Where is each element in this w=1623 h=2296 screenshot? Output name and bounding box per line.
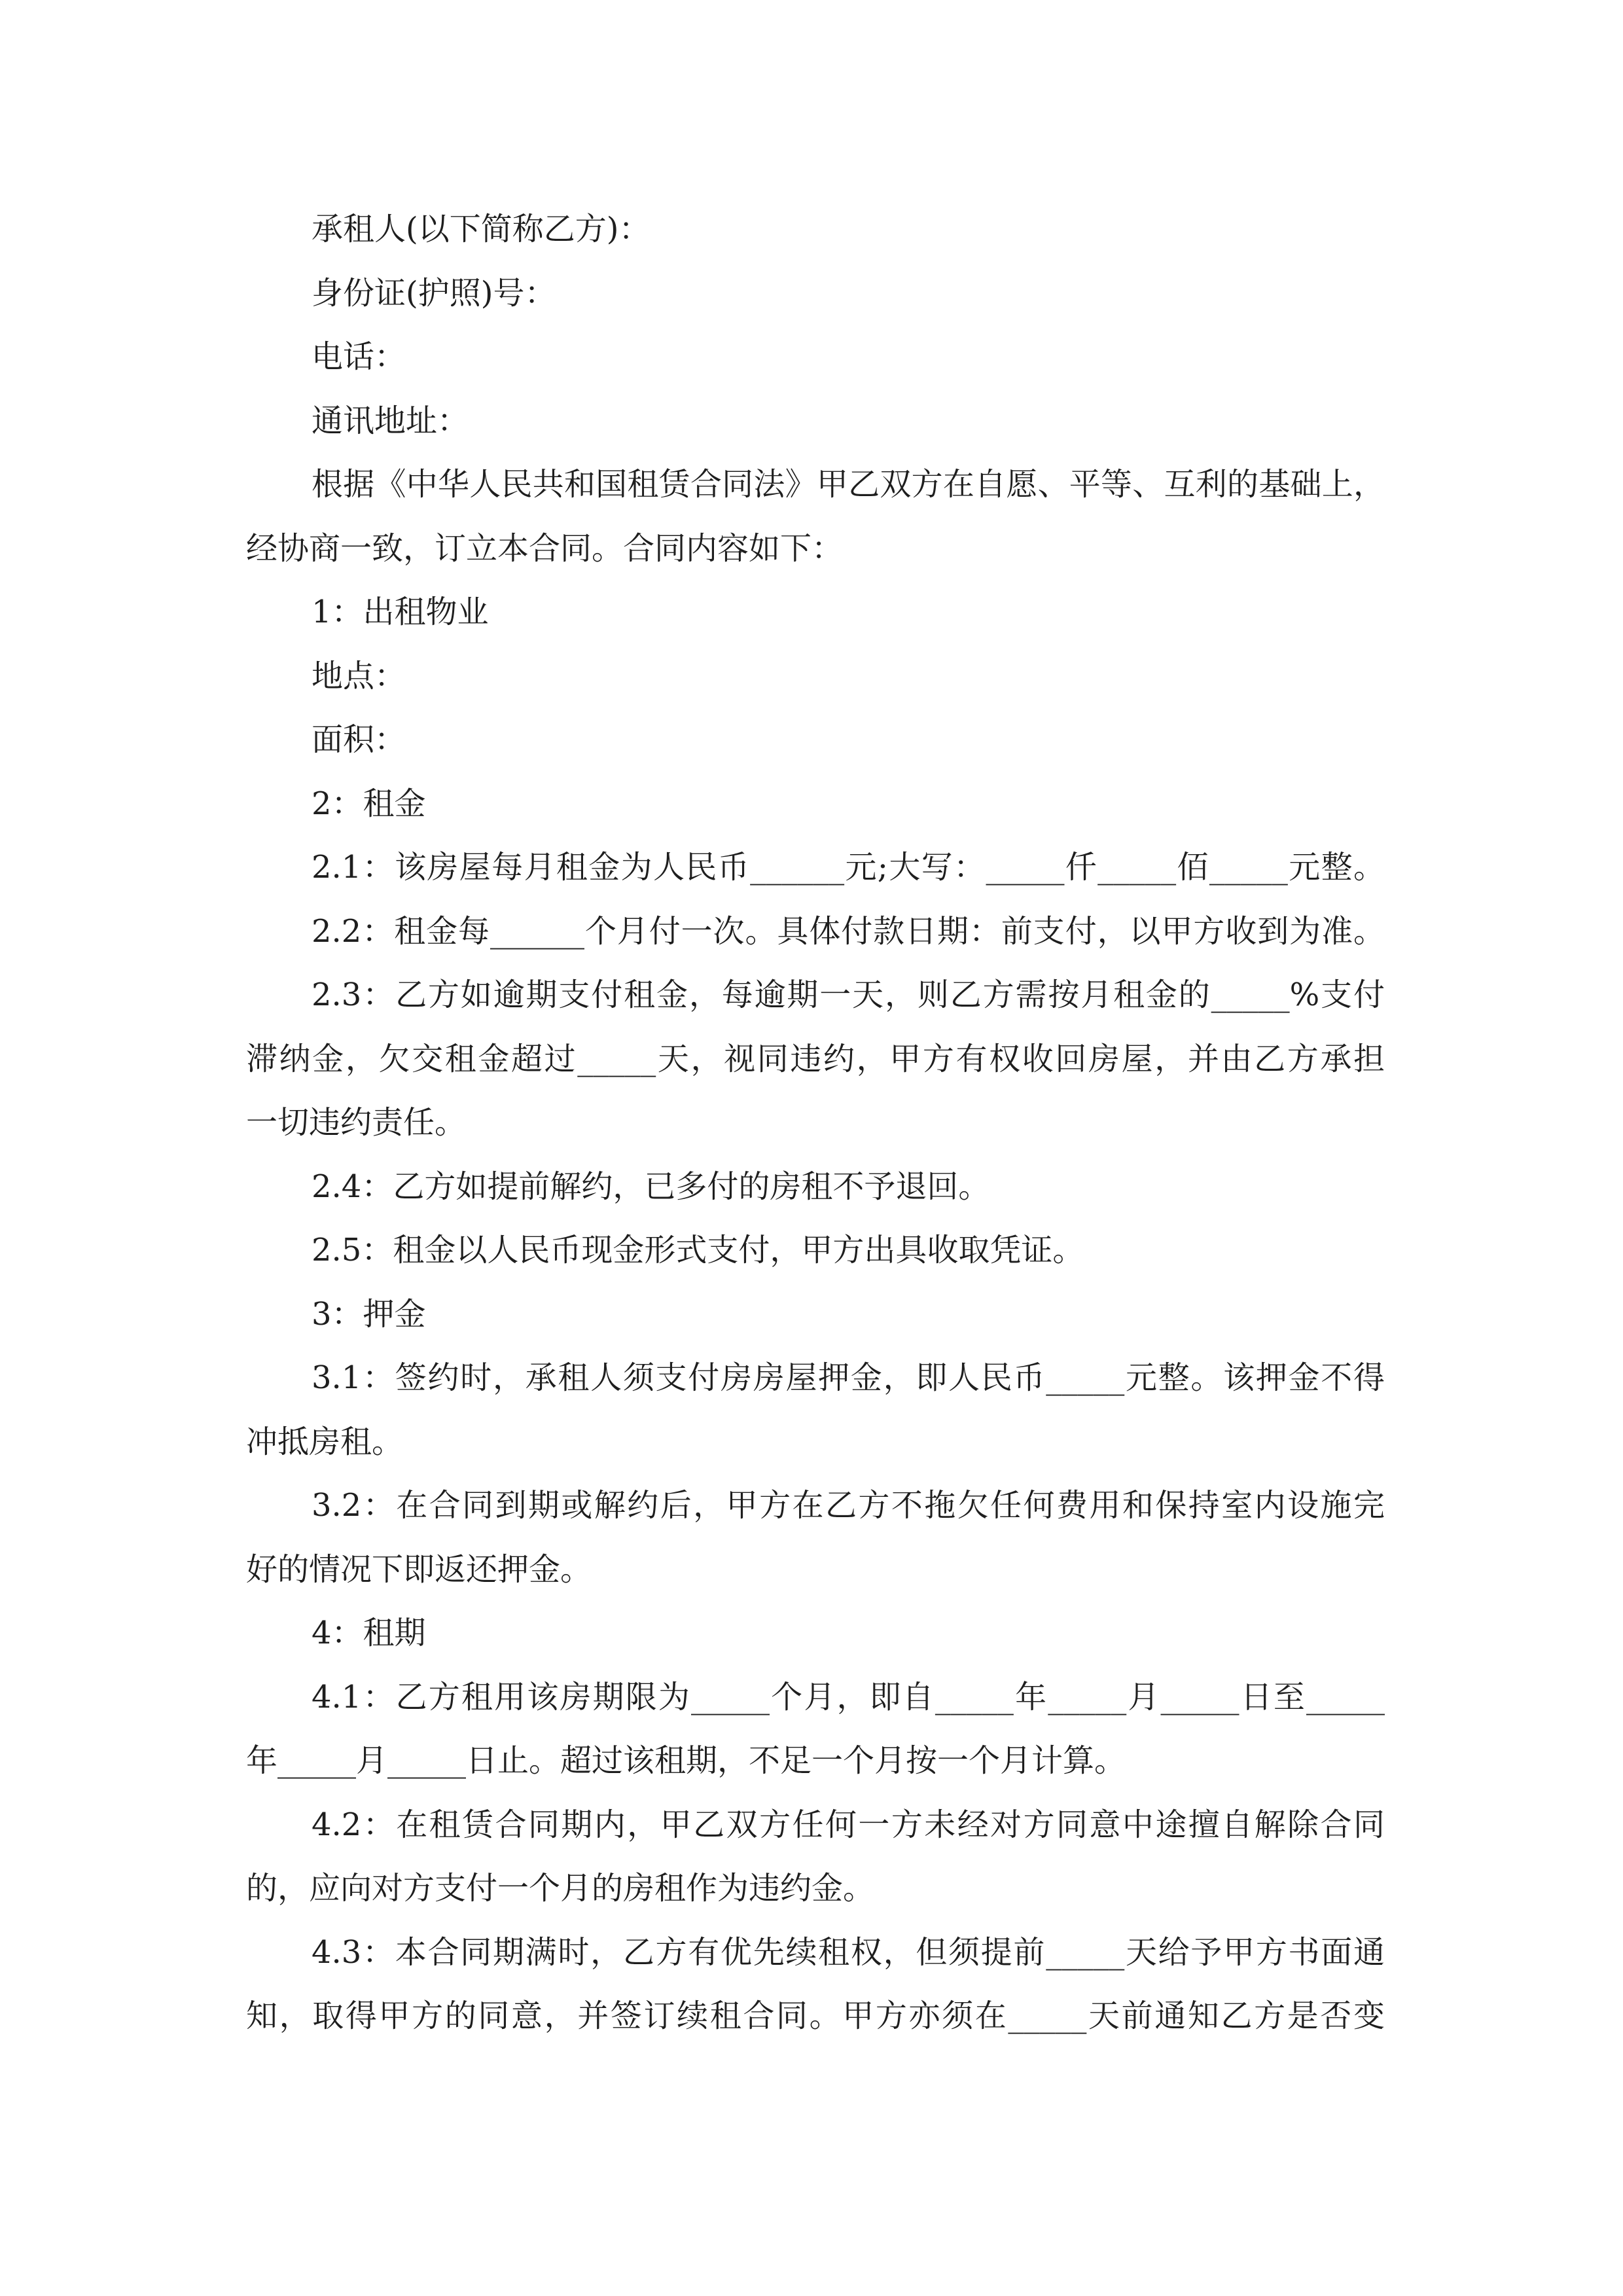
clause-line: 好的情况下即返还押金。 [246, 1551, 592, 1588]
tenant-field: 承租人(以下简称乙方)： [312, 211, 651, 247]
clause-line: 一切违约责任。 [246, 1104, 467, 1141]
clause-line: 2.3：乙方如逾期支付租金，每逾期一天，则乙方需按月租金的_____%支付 [312, 977, 1385, 1013]
clause-line: 冲抵房租。 [246, 1423, 404, 1460]
clause-line: 4.3：本合同期满时，乙方有优先续租权，但须提前_____天给予甲方书面通 [312, 1933, 1385, 1971]
address-field: 通讯地址： [312, 402, 469, 439]
phone-field: 电话： [312, 338, 406, 375]
intro-line: 根据《中华人民共和国租赁合同法》甲乙双方在自愿、平等、互利的基础上， [312, 466, 1385, 503]
section-heading: 2：租金 [312, 785, 426, 822]
clause-line: 3.1：签约时，承租人须支付房房屋押金，即人民币_____元整。该押金不得 [312, 1359, 1385, 1396]
contract-page-body [246, 198, 1385, 2049]
clause-line: 3.2：在合同到期或解约后，甲方在乙方不拖欠任何费用和保持室内设施完 [312, 1487, 1385, 1524]
clause-line: 地点： [312, 657, 406, 694]
clause-line: 2.2：租金每______个月付一次。具体付款日期：前支付，以甲方收到为准。 [312, 912, 1385, 950]
section-heading: 1：出租物业 [312, 594, 489, 630]
section-heading: 3：押金 [312, 1295, 426, 1333]
intro-line: 经协商一致，订立本合同。合同内容如下： [246, 529, 844, 567]
clause-line: 知，取得甲方的同意，并签订续租合同。甲方亦须在_____天前通知乙方是否变 [246, 1998, 1385, 2034]
clause-line: 2.1：该房屋每月租金为人民币______元;大写：_____仟_____佰_____元整。 [312, 849, 1385, 886]
clause-line: 4.1：乙方租用该房期限为_____个月，即自_____年_____月_____日至_____ [312, 1678, 1385, 1715]
clause-line: 的，应向对方支付一个月的房租作为违约金。 [246, 1870, 875, 1907]
clause-line: 年_____月_____日止。超过该租期，不足一个月按一个月计算。 [246, 1742, 1126, 1779]
section-heading: 4：租期 [312, 1615, 426, 1651]
clause-line: 面积： [312, 721, 406, 758]
clause-line: 2.5：租金以人民币现金形式支付，甲方出具收取凭证。 [312, 1232, 1084, 1268]
id-number-field: 身份证(护照)号： [312, 274, 556, 312]
clause-line: 滞纳金，欠交租金超过_____天，视同违约，甲方有权收回房屋，并由乙方承担 [246, 1040, 1385, 1077]
clause-line: 4.2：在租赁合同期内，甲乙双方任何一方未经对方同意中途擅自解除合同 [312, 1806, 1385, 1843]
clause-line: 2.4：乙方如提前解约，已多付的房租不予退回。 [312, 1168, 990, 1205]
